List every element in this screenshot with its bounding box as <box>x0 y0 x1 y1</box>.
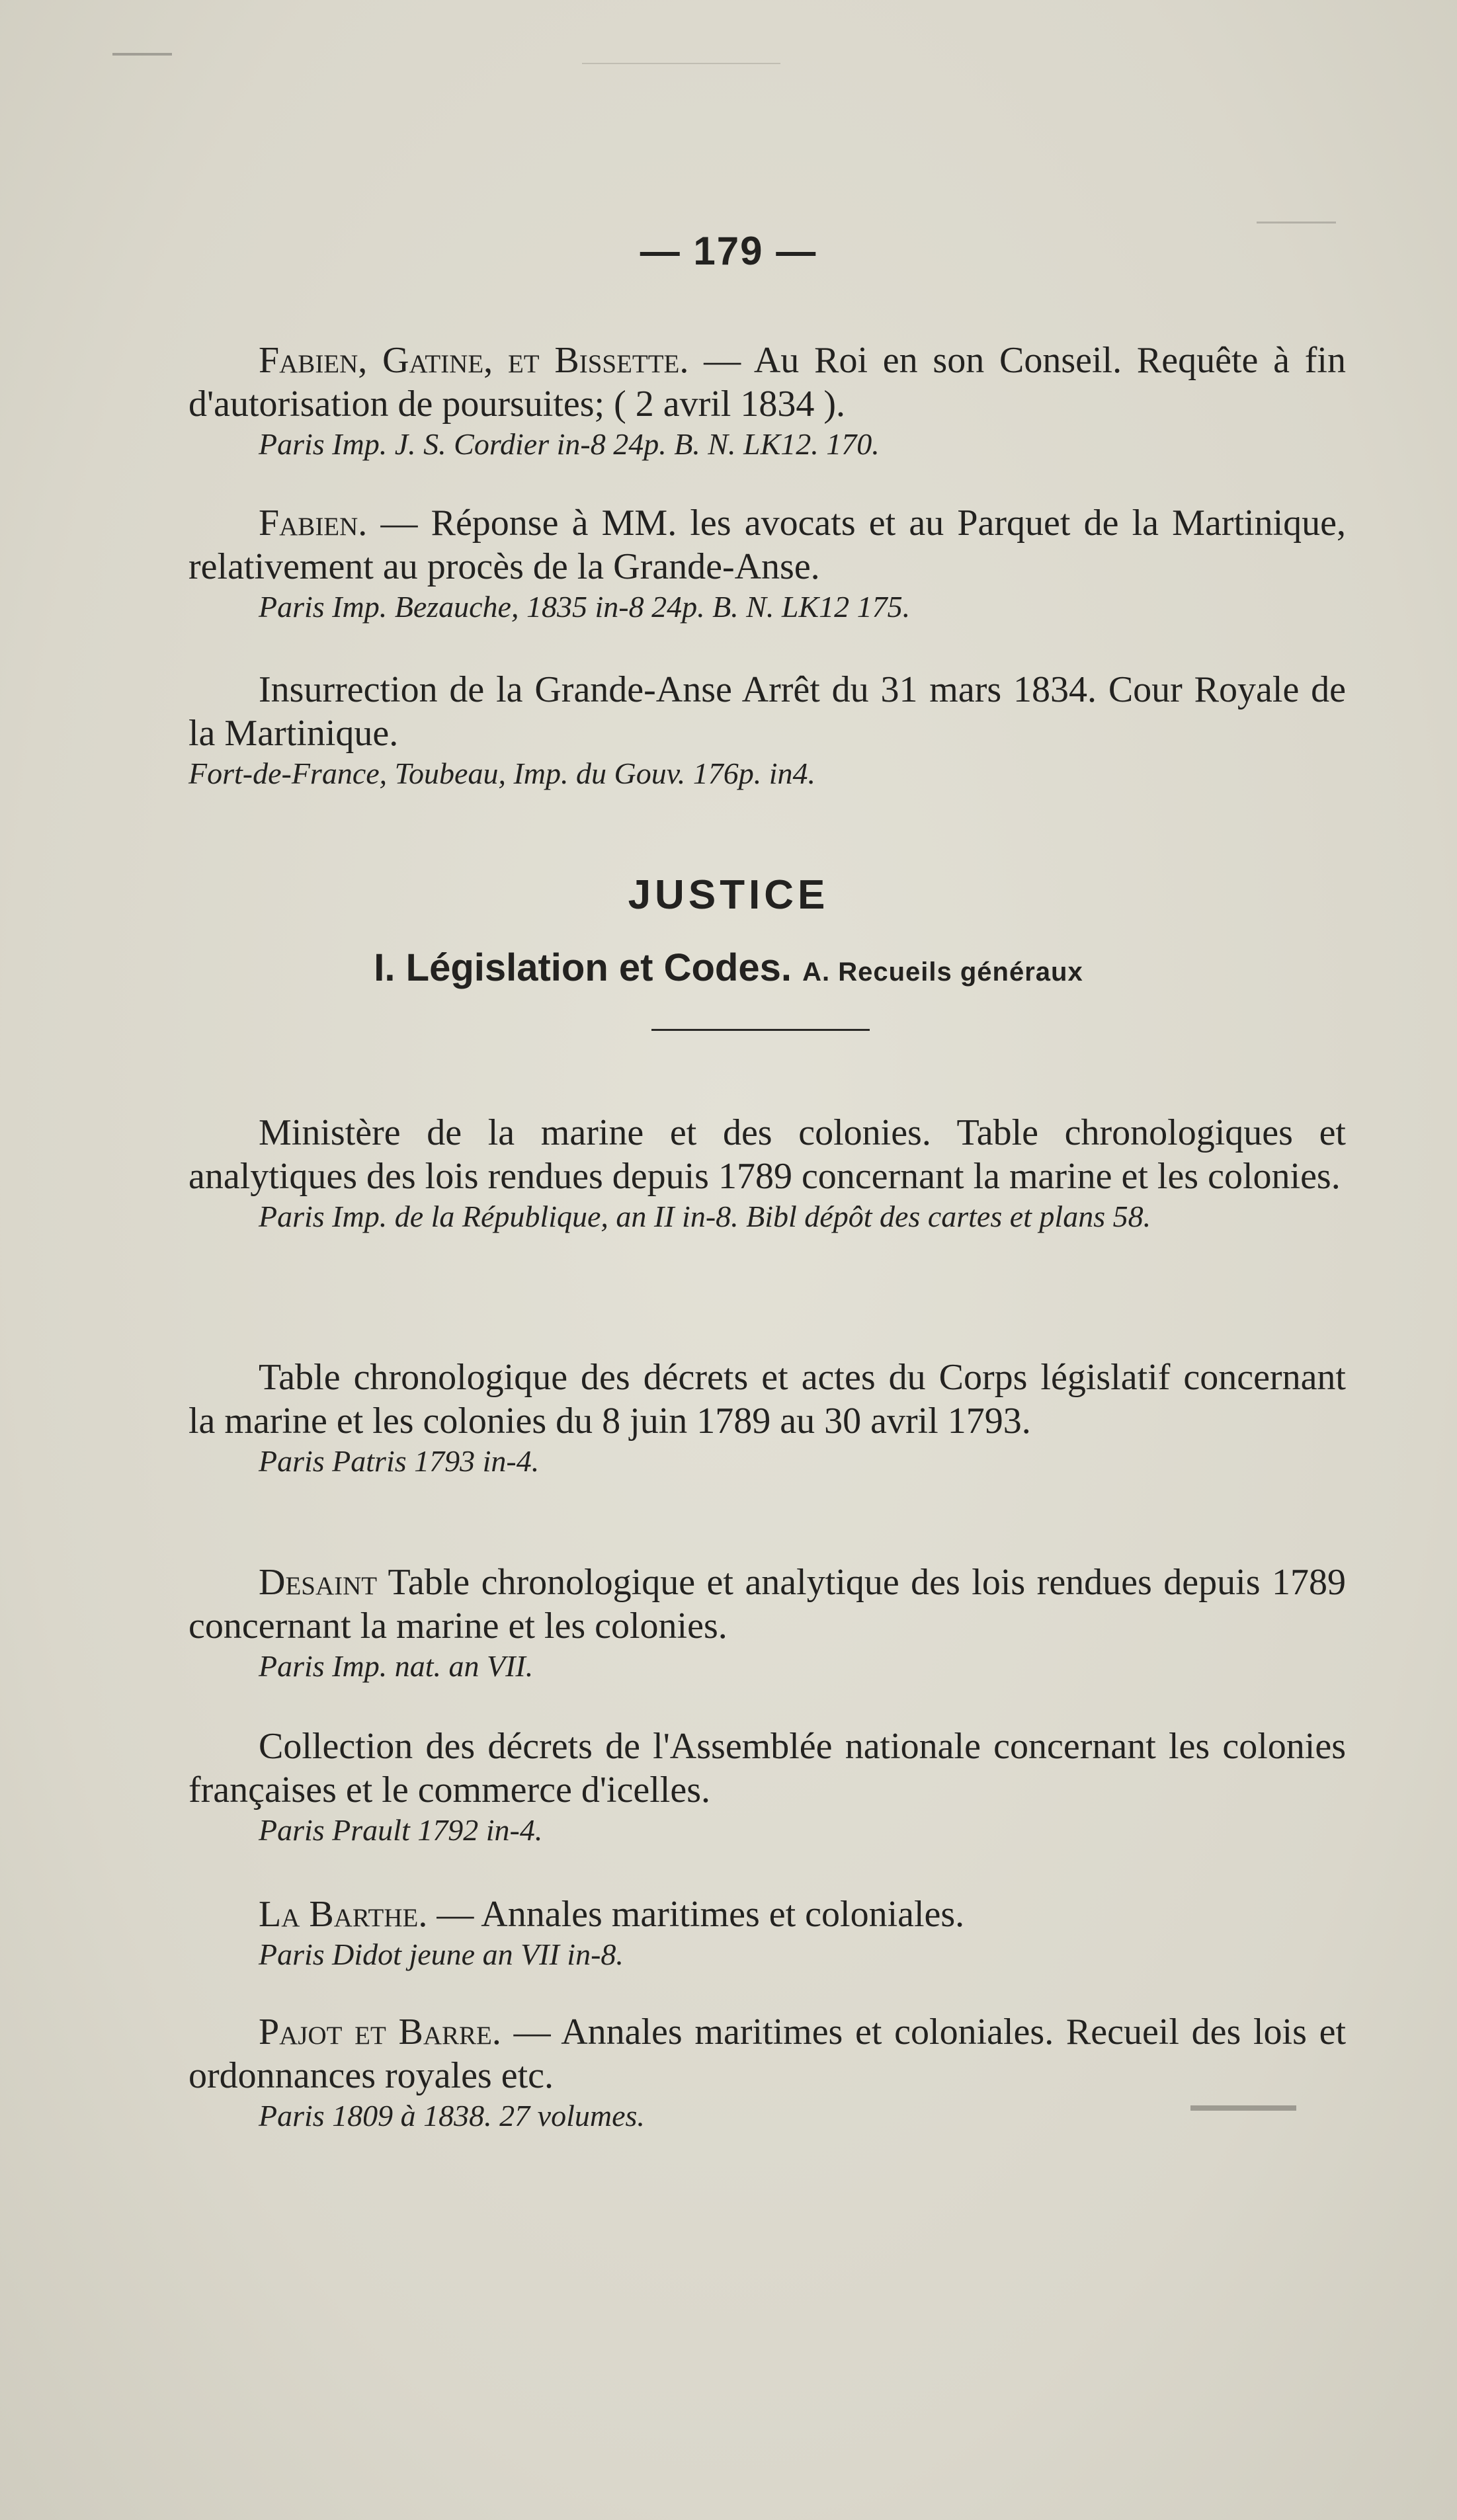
entry-imprint: Fort-de-France, Toubeau, Imp. du Gouv. 176p. in4. <box>188 756 815 790</box>
entry-imprint: Paris Imp. de la République, an II in-8. Bibl dépôt des cartes et plans 58. <box>259 1199 1151 1233</box>
bibliography-entry <box>188 501 1346 626</box>
entry-text: — Annales maritimes et coloniales. Recueil des lois et ordonnances royales etc. <box>188 2012 1346 2096</box>
section-title: JUSTICE <box>628 872 829 918</box>
bibliography-entry <box>188 339 1346 463</box>
bibliography-entry <box>188 2010 1346 2134</box>
scan-mark <box>112 53 172 56</box>
scan-mark <box>1257 222 1336 224</box>
scan-mark <box>1190 2105 1296 2111</box>
section-subtitle <box>0 946 1457 990</box>
bibliography-entry <box>188 1111 1346 1235</box>
bibliography-entry <box>188 1561 1346 1685</box>
entry-text: — Au Roi en son Conseil. Requête à fin d'autorisation de poursuites; ( 2 avril 1834 ). <box>188 340 1346 425</box>
entry-author: La Barthe. <box>259 1894 428 1935</box>
entry-author: Fabien, Gatine, et Bissette. <box>259 340 689 381</box>
bibliography-entry <box>188 1725 1346 1849</box>
entry-text: Insurrection de la Grande-Anse Arrêt du 31 mars 1834. Cour Royale de la Martinique. <box>188 669 1346 754</box>
entry-imprint: Paris Imp. nat. an VII. <box>259 1649 534 1683</box>
entry-imprint: Paris Didot jeune an VII in-8. <box>259 1937 624 1971</box>
subtitle-sub: A. Recueils généraux <box>802 957 1083 987</box>
page-number: — 179 — <box>640 229 817 273</box>
entry-imprint: Paris Patris 1793 in-4. <box>259 1444 540 1478</box>
entry-text: — Réponse à MM. les avocats et au Parquet de la Martinique, relativement au procès de la Grande-Anse. <box>188 503 1346 587</box>
entry-text: Collection des décrets de l'Assemblée nationale concernant les colonies françaises et le commerce d'icelles. <box>188 1726 1346 1810</box>
entry-imprint: Paris 1809 à 1838. 27 volumes. <box>259 2099 645 2133</box>
bibliography-entry <box>188 1356 1346 1480</box>
entry-author: Fabien. <box>259 503 368 544</box>
scan-mark <box>582 63 780 64</box>
bibliography-entry <box>188 1892 1346 1973</box>
entry-text: Table chronologique et analytique des lois rendues depuis 1789 concernant la marine et les colonies. <box>188 1562 1346 1646</box>
entry-text: Ministère de la marine et des colonies. Table chronologiques et analytiques des lois rendues depuis 1789 concernant la marine et les colonies. <box>188 1112 1346 1197</box>
entry-imprint: Paris Imp. J. S. Cordier in-8 24p. B. N. LK12. 170. <box>259 427 880 461</box>
entry-text: — Annales maritimes et coloniales. <box>427 1894 965 1935</box>
entry-imprint: Paris Imp. Bezauche, 1835 in-8 24p. B. N. LK12 175. <box>259 590 911 624</box>
subtitle-main: I. Législation et Codes. <box>374 946 792 989</box>
entry-author: Pajot et Barre. <box>259 2012 501 2053</box>
entry-author: Desaint <box>259 1562 378 1603</box>
bibliography-entry <box>188 668 1346 792</box>
section-divider <box>651 1029 870 1031</box>
entry-imprint: Paris Prault 1792 in-4. <box>259 1813 543 1847</box>
entry-text: Table chronologique des décrets et actes du Corps législatif concernant la marine et les colonies du 8 juin 1789 au 30 avril 1793. <box>188 1357 1346 1442</box>
